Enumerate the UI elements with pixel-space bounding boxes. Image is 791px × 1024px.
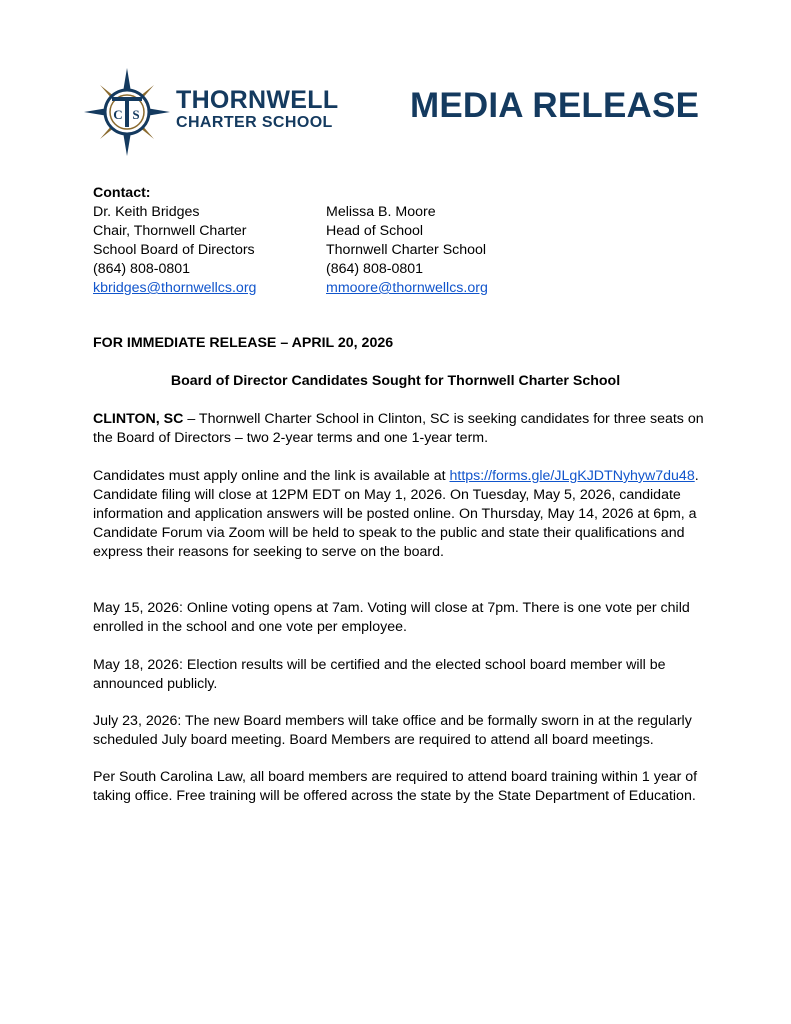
school-logo <box>82 66 340 158</box>
paragraph-2-lead: Candidates must apply online and the link is available at <box>93 468 450 484</box>
logo-subtitle: CHARTER SCHOOL <box>176 114 333 131</box>
application-form-link[interactable]: https://forms.gle/JLgKJDTNyhyw7du48 <box>449 468 695 484</box>
contact-right-title: Head of School <box>326 223 424 239</box>
logo-name: THORNWELL <box>176 86 339 114</box>
contact-left <box>93 203 256 298</box>
headline: Board of Director Candidates Sought for Thornwell Charter School <box>170 373 621 389</box>
contact-right-phone: (864) 808-0801 <box>326 261 424 277</box>
contact-label: Contact: <box>93 185 151 201</box>
paragraph-3: May 15, 2026: Online voting opens at 7am. Voting will close at 7pm. There is one vote per child enrolled in the school and one vote per employee. <box>93 600 690 635</box>
page-title: MEDIA RELEASE <box>410 86 700 125</box>
contact-left-name: Dr. Keith Bridges <box>93 204 200 220</box>
paragraph-5: July 23, 2026: The new Board members will take office and be formally sworn in at the regularly scheduled July board meeting. Board Members are required to attend all board meetings. <box>93 713 692 748</box>
paragraph-6: Per South Carolina Law, all board members are required to attend board training within 1 year of taking office. Free training will be offered across the state by the State Department of Education. <box>93 769 698 804</box>
paragraph-2 <box>93 467 705 562</box>
contact-left-title: Chair, Thornwell Charter <box>93 223 247 239</box>
svg-text:C: C <box>113 107 123 122</box>
contact-right <box>326 203 488 298</box>
paragraph-1 <box>93 410 705 448</box>
release-date: FOR IMMEDIATE RELEASE – APRIL 20, 2026 <box>93 335 394 351</box>
compass-logo-icon <box>82 66 172 158</box>
svg-text:S: S <box>132 107 140 122</box>
paragraph-2-rest: . Candidate filing will close at 12PM EDT on May 1, 2026. On Tuesday, May 5, 2026, candidate information and application answers will be posted online. On Thursday, May 14, 2026 at 6pm, a Candidate Forum via Zoom will be held to speak to the public and state their qualifications and express their reasons for seeking to serve on the board. <box>93 468 699 560</box>
contact-left-org: School Board of Directors <box>93 242 255 258</box>
contact-left-email-link[interactable]: kbridges@thornwellcs.org <box>93 280 257 296</box>
dateline: CLINTON, SC <box>93 411 184 427</box>
contact-right-email-link[interactable]: mmoore@thornwellcs.org <box>326 280 488 296</box>
header <box>0 0 791 170</box>
contact-right-org: Thornwell Charter School <box>326 242 487 258</box>
contact-left-phone: (864) 808-0801 <box>93 261 191 277</box>
contact-right-name: Melissa B. Moore <box>326 204 436 220</box>
paragraph-4: May 18, 2026: Election results will be certified and the elected school board member will be announced publicly. <box>93 657 666 692</box>
paragraph-1-text: – Thornwell Charter School in Clinton, SC is seeking candidates for three seats on the Board of Directors – two 2-year terms and one 1-year term. <box>93 411 704 446</box>
